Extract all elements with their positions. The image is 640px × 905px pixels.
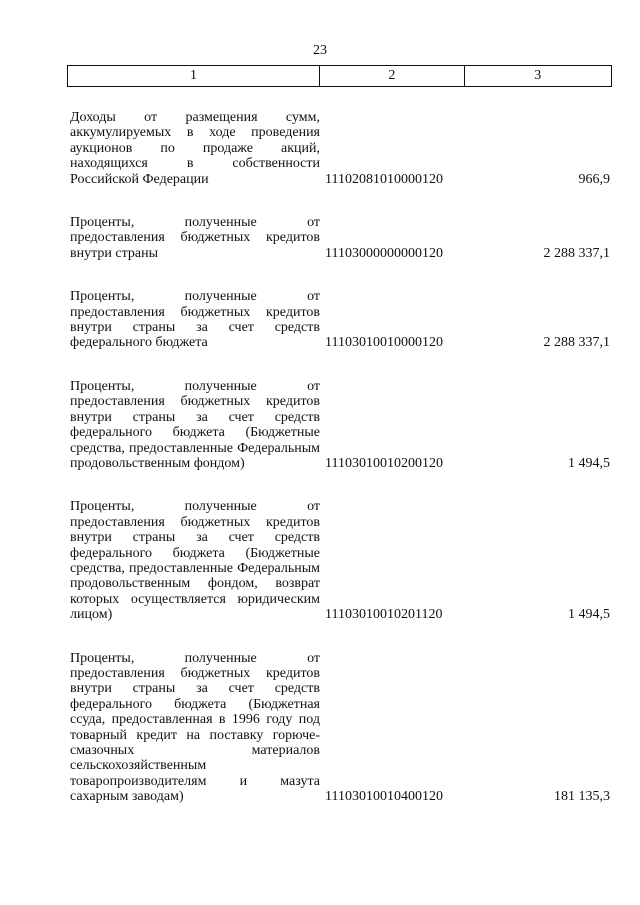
table-row [70,651,610,805]
row-description: Проценты, полученные от предоставления бюджетных кредитов внутри страны за счет средств федерального бюджета [70,289,320,351]
table-row [70,110,610,187]
table-body [70,110,610,833]
row-amount: 1 494,5 [568,607,610,623]
row-description: Доходы от размещения сумм, аккумулируемых в ходе проведения аукционов по продаже акций, находящихся в собственности Российской Федерации [70,110,320,187]
row-amount: 181 135,3 [554,789,610,805]
row-code: 11103010010400120 [325,789,443,805]
table-row [70,379,610,471]
row-amount: 2 288 337,1 [543,335,610,351]
header-col-1: 1 [68,66,320,86]
header-col-2: 2 [320,66,464,86]
row-amount: 966,9 [578,171,610,187]
row-code: 11103010010201120 [325,607,443,623]
row-code: 11103000000000120 [325,245,443,261]
row-description: Проценты, полученные от предоставления бюджетных кредитов внутри страны за счет средств федерального бюджета (Бюджетные средства, предоставленные Федеральным продовольственным фондом, возврат которых осуществляется юридическим лицом) [70,499,320,623]
row-amount: 1 494,5 [568,455,610,471]
row-description: Проценты, полученные от предоставления бюджетных кредитов внутри страны за счет средств федерального бюджета (Бюджетная ссуда, предоставленная в 1996 году под товарный кредит на поставку горюче-смазочных материалов сельскохозяйственным товаропроизводителям и мазута сахарным заводам) [70,650,320,805]
table-row [70,499,610,622]
table-row [70,215,610,261]
table-row [70,289,610,351]
header-col-3: 3 [534,68,542,83]
row-code: 11103010010200120 [325,455,443,471]
row-code: 11103010010000120 [325,335,443,351]
page-number: 23 [313,43,327,58]
row-description: Проценты, полученные от предоставления бюджетных кредитов внутри страны за счет средств федерального бюджета (Бюджетные средства, предоставленные Федеральным продовольственным фондом) [70,378,320,471]
table-header [67,65,612,87]
row-code: 11102081010000120 [325,171,443,187]
row-description: Проценты, полученные от предоставления бюджетных кредитов внутри страны [70,215,320,261]
row-amount: 2 288 337,1 [543,245,610,261]
